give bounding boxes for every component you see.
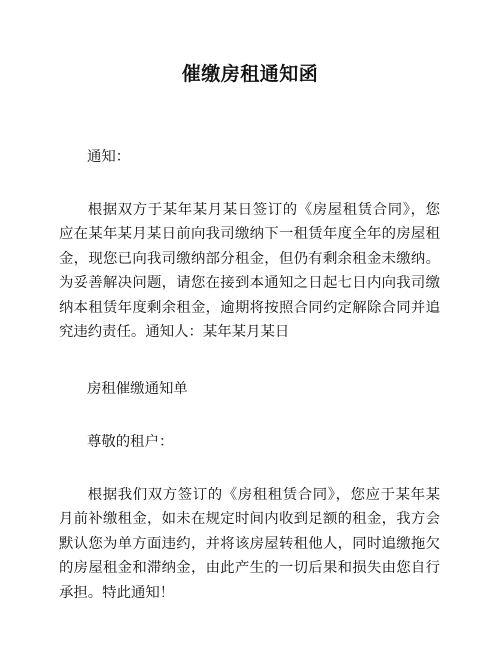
notice-body-paragraph: 根据双方于某年某月某日签订的《房屋租赁合同》，您应在某年某月某日前向我司缴纳下一租赁年度全年的房屋租金，现您已向我司缴纳部分租金，但仍有剩余租金未缴纳。为妥善解决问题，请您在接到本通知之日起七日内向我司缴纳本租赁年度剩余租金，逾期将按照合同约定解除合同并追究违约责任。通知人：某年某月某日: [59, 202, 440, 341]
tenant-salutation: 尊敬的租户：: [87, 434, 174, 450]
rent-notice-subtitle: 房租催缴通知单: [87, 381, 188, 397]
notice-salutation: 通知：: [87, 149, 131, 165]
document-title: 催缴房租通知函: [181, 63, 319, 85]
rent-notice-body-paragraph: 根据我们双方签订的《房租租赁合同》，您应于某年某月前补缴租金，如未在规定时间内收到足额的租金，我方会默认您为单方面违约，并将该房屋转租他人，同时追缴拖欠的房屋租金和滞纳金，由此产生的一切后果和损失由您自行承担。特此通知！: [59, 487, 440, 601]
